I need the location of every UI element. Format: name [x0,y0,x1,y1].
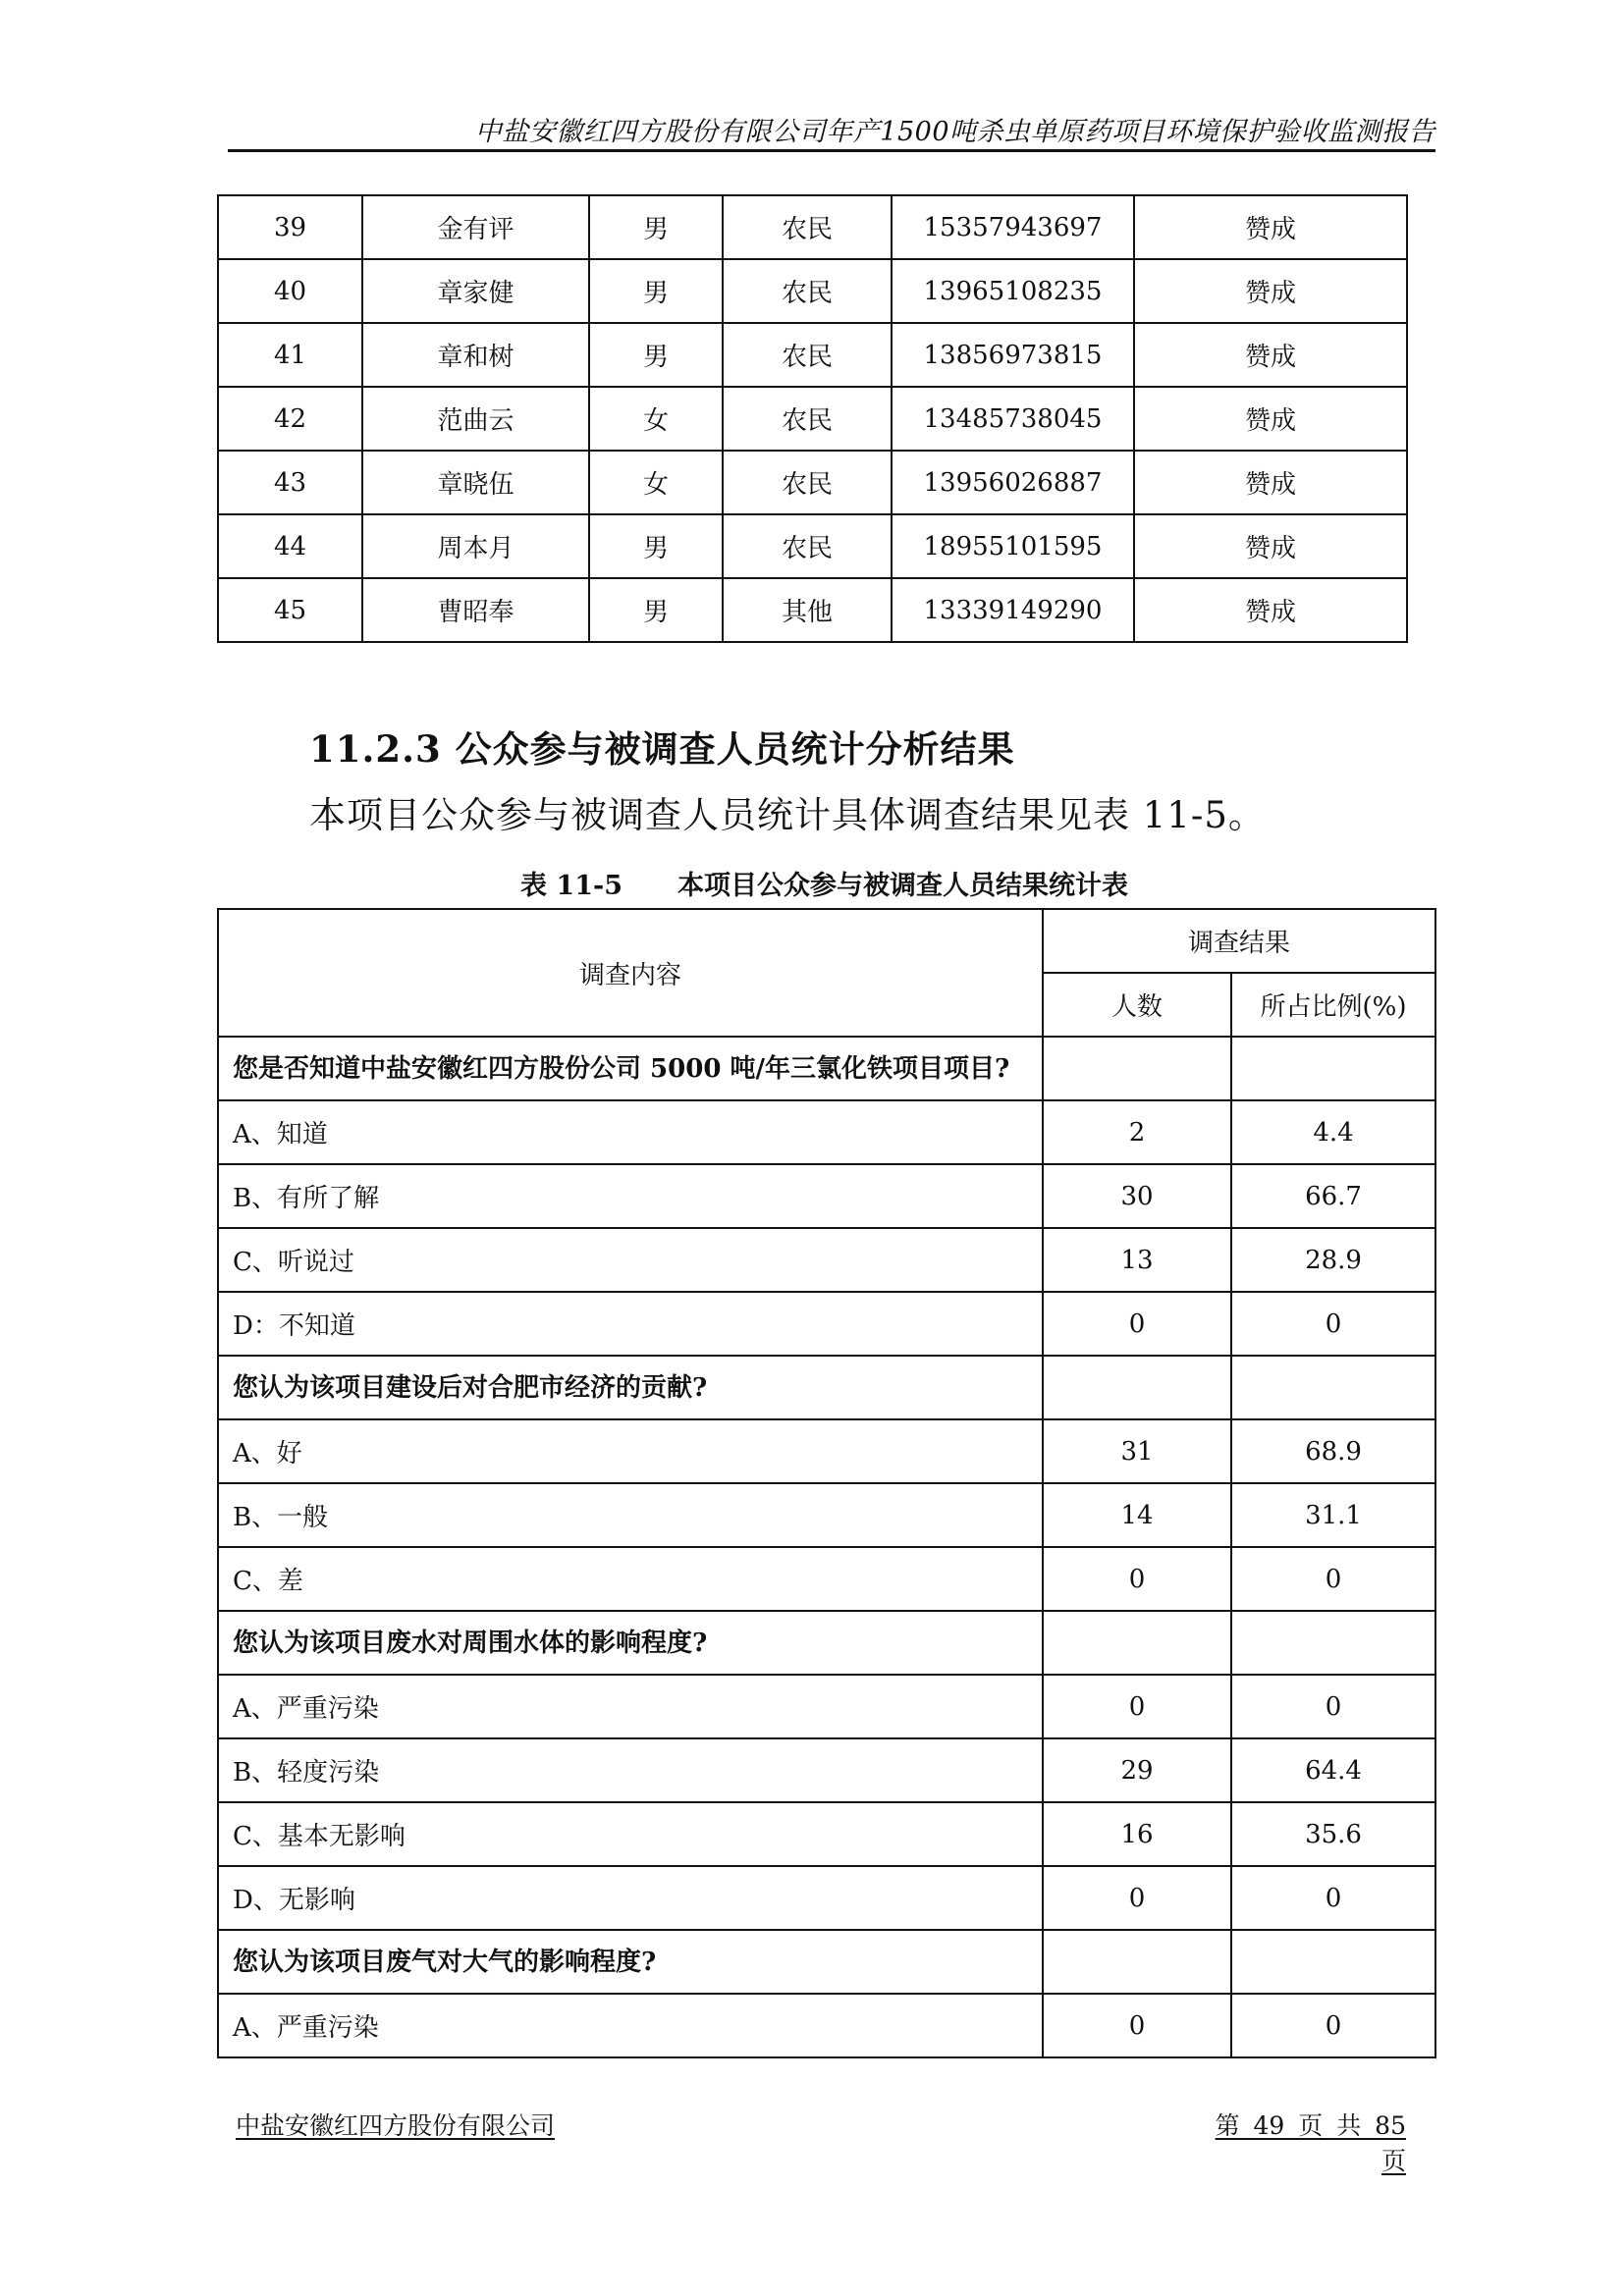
roster-cell-occupation: 其他 [723,578,892,642]
survey-statistics-table [217,908,1436,2058]
option-row [218,1866,1435,1930]
roster-cell-no: 42 [218,387,362,451]
empty-cell [1231,1611,1435,1675]
option-percent: 0 [1231,1292,1435,1356]
question-row [218,1930,1435,1994]
roster-cell-phone: 13485738045 [892,387,1134,451]
roster-cell-gender: 男 [589,323,723,387]
roster-cell-no: 40 [218,259,362,323]
option-row [218,1292,1435,1356]
option-percent: 66.7 [1231,1164,1435,1228]
option-row [218,1100,1435,1164]
question-row [218,1356,1435,1419]
roster-cell-phone: 13339149290 [892,578,1134,642]
roster-cell-no: 44 [218,514,362,578]
option-percent: 0 [1231,1994,1435,2057]
roster-cell-opinion: 赞成 [1134,387,1407,451]
roster-cell-opinion: 赞成 [1134,514,1407,578]
option-count: 0 [1043,1292,1231,1356]
option-row [218,1483,1435,1547]
option-count: 29 [1043,1738,1231,1802]
empty-cell [1231,1356,1435,1419]
roster-cell-gender: 女 [589,387,723,451]
option-label: A、知道 [218,1100,1043,1164]
option-count: 14 [1043,1483,1231,1547]
roster-cell-name: 曹昭奉 [362,578,589,642]
question-text: 您认为该项目建设后对合肥市经济的贡献? [218,1356,1043,1419]
option-row [218,1738,1435,1802]
question-text: 您是否知道中盐安徽红四方股份公司 5000 吨/年三氯化铁项目项目? [218,1037,1043,1100]
option-row [218,1547,1435,1611]
option-percent: 64.4 [1231,1738,1435,1802]
roster-cell-phone: 15357943697 [892,195,1134,259]
section-body-text: 本项目公众参与被调查人员统计具体调查结果见表 11-5。 [309,794,1266,836]
table-caption-title: 本项目公众参与被调查人员结果统计表 [677,871,1128,901]
option-count: 0 [1043,1994,1231,2057]
roster-cell-name: 章和树 [362,323,589,387]
option-percent: 0 [1231,1675,1435,1738]
roster-cell-occupation: 农民 [723,195,892,259]
roster-cell-opinion: 赞成 [1134,323,1407,387]
option-label: C、基本无影响 [218,1802,1043,1866]
table-caption-number: 表 11-5 [520,871,623,901]
roster-cell-phone: 18955101595 [892,514,1134,578]
question-text: 您认为该项目废水对周围水体的影响程度? [218,1611,1043,1675]
option-percent: 31.1 [1231,1483,1435,1547]
option-row [218,1228,1435,1292]
roster-cell-gender: 男 [589,514,723,578]
header-survey-result: 调查结果 [1043,909,1435,973]
option-count: 0 [1043,1547,1231,1611]
section-heading: 11.2.3 公众参与被调查人员统计分析结果 [309,727,1015,771]
respondent-roster-table [217,194,1408,643]
empty-cell [1043,1356,1231,1419]
option-label: C、差 [218,1547,1043,1611]
option-percent: 0 [1231,1866,1435,1930]
roster-cell-gender: 男 [589,578,723,642]
roster-cell-occupation: 农民 [723,323,892,387]
empty-cell [1043,1037,1231,1100]
empty-cell [1043,1930,1231,1994]
question-text: 您认为该项目废气对大气的影响程度? [218,1930,1043,1994]
header-percent: 所占比例(%) [1231,973,1435,1037]
option-percent: 0 [1231,1547,1435,1611]
table-row [218,259,1407,323]
footer-company: 中盐安徽红四方股份有限公司 [236,2111,556,2140]
option-count: 31 [1043,1419,1231,1483]
option-count: 13 [1043,1228,1231,1292]
roster-cell-name: 章晓伍 [362,451,589,514]
roster-cell-occupation: 农民 [723,451,892,514]
option-label: A、好 [218,1419,1043,1483]
roster-cell-name: 周本月 [362,514,589,578]
roster-cell-name: 章家健 [362,259,589,323]
option-count: 0 [1043,1866,1231,1930]
table-row [218,387,1407,451]
table-header-row [218,909,1435,973]
roster-cell-no: 43 [218,451,362,514]
roster-cell-occupation: 农民 [723,259,892,323]
roster-cell-gender: 女 [589,451,723,514]
option-count: 16 [1043,1802,1231,1866]
header-survey-content: 调查内容 [218,909,1043,1037]
option-label: D：不知道 [218,1292,1043,1356]
roster-cell-name: 金有评 [362,195,589,259]
roster-cell-opinion: 赞成 [1134,578,1407,642]
option-label: B、有所了解 [218,1164,1043,1228]
roster-cell-phone: 13956026887 [892,451,1134,514]
option-row [218,1675,1435,1738]
table-row [218,578,1407,642]
table-row [218,323,1407,387]
running-header: 中盐安徽红四方股份有限公司年产1500吨杀虫单原药项目环境保护验收监测报告 [474,117,1435,147]
table-row [218,195,1407,259]
option-percent: 68.9 [1231,1419,1435,1483]
roster-cell-occupation: 农民 [723,514,892,578]
footer-page-info: 第 49 页 共 85 页 [1215,2111,1406,2175]
option-percent: 28.9 [1231,1228,1435,1292]
header-count: 人数 [1043,973,1231,1037]
option-label: C、听说过 [218,1228,1043,1292]
option-label: A、严重污染 [218,1994,1043,2057]
roster-cell-no: 45 [218,578,362,642]
option-count: 2 [1043,1100,1231,1164]
option-row [218,1802,1435,1866]
roster-cell-name: 范曲云 [362,387,589,451]
empty-cell [1231,1037,1435,1100]
option-label: B、一般 [218,1483,1043,1547]
roster-cell-phone: 13856973815 [892,323,1134,387]
roster-cell-no: 39 [218,195,362,259]
option-count: 0 [1043,1675,1231,1738]
empty-cell [1231,1930,1435,1994]
roster-cell-opinion: 赞成 [1134,451,1407,514]
table-row [218,451,1407,514]
roster-cell-phone: 13965108235 [892,259,1134,323]
roster-cell-gender: 男 [589,259,723,323]
option-row [218,1164,1435,1228]
table-caption [217,864,1432,902]
header-rule [228,149,1435,152]
roster-cell-gender: 男 [589,195,723,259]
option-label: A、严重污染 [218,1675,1043,1738]
table-row [218,514,1407,578]
roster-cell-opinion: 赞成 [1134,259,1407,323]
roster-cell-occupation: 农民 [723,387,892,451]
option-count: 30 [1043,1164,1231,1228]
empty-cell [1043,1611,1231,1675]
roster-cell-no: 41 [218,323,362,387]
option-label: B、轻度污染 [218,1738,1043,1802]
question-row [218,1037,1435,1100]
option-percent: 35.6 [1231,1802,1435,1866]
option-label: D、无影响 [218,1866,1043,1930]
question-row [218,1611,1435,1675]
option-row [218,1419,1435,1483]
option-row [218,1994,1435,2057]
option-percent: 4.4 [1231,1100,1435,1164]
roster-cell-opinion: 赞成 [1134,195,1407,259]
